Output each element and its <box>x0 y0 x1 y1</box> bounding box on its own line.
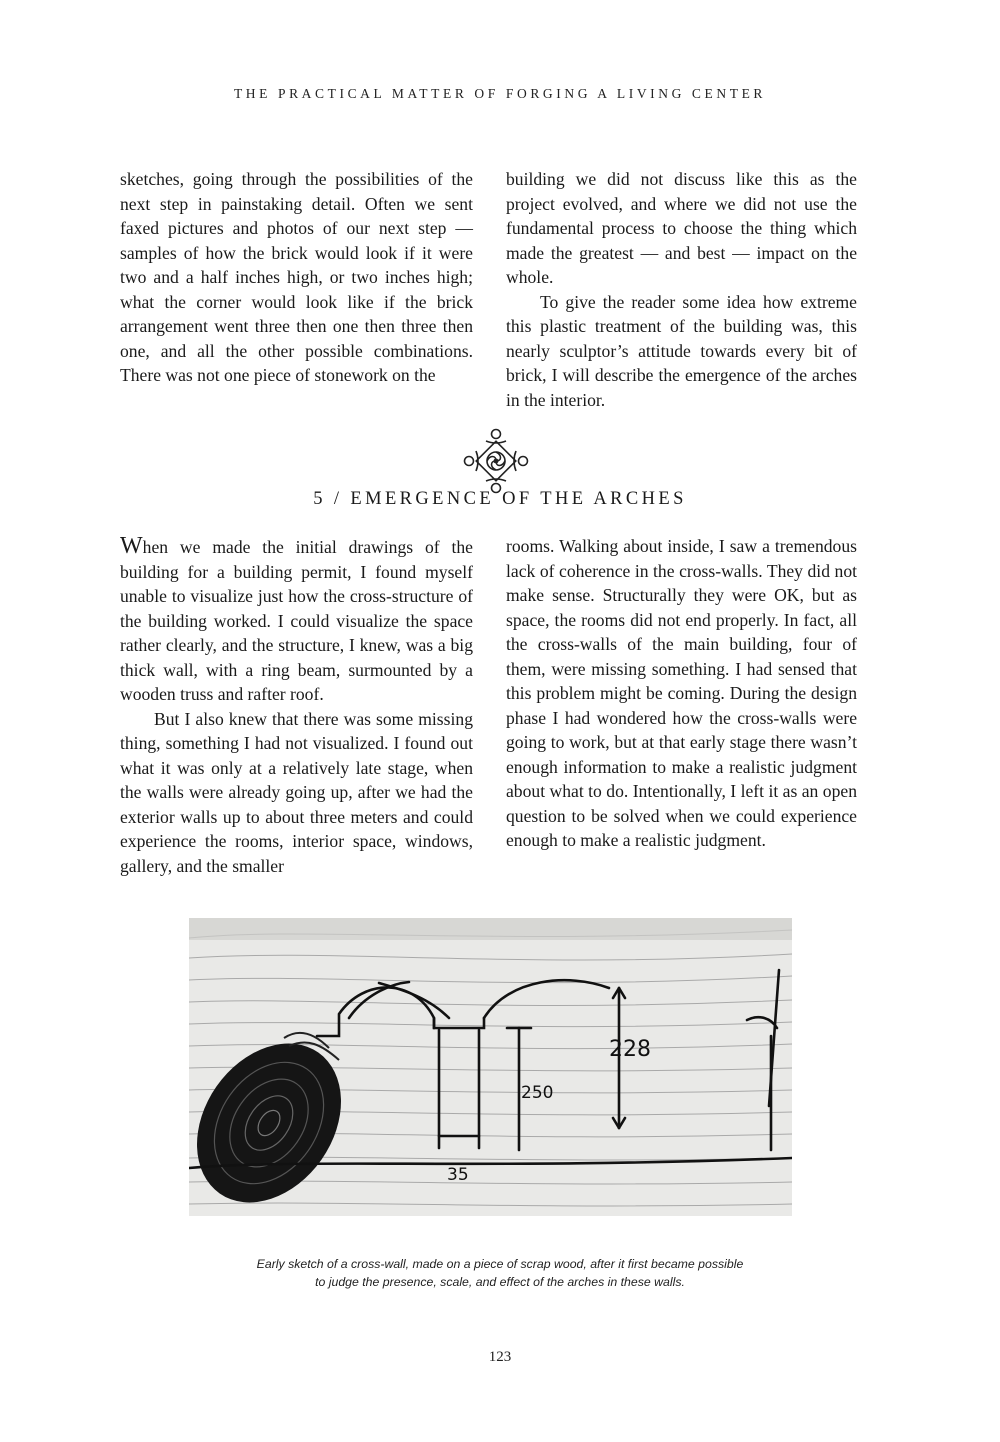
ornament-icon <box>462 427 530 495</box>
dimension-label: 250 <box>521 1083 554 1103</box>
paragraph-text: hen we made the initial drawings of the building for a building permit, I found myself unable to visualize just how the cross-structure of the building worked. I could visualize the space rather clearly, and the structure, I knew, was a big thick wall, with a ring beam, surmounted by a wooden truss and rafter roof. <box>120 537 473 704</box>
paragraph: To give the reader some idea how extreme this plastic treatment of the building was, this nearly sculptor’s attitude towards every bit of brick, I will describe the emergence of the arches in the interior. <box>506 291 857 410</box>
top-right-column <box>506 167 857 412</box>
drop-cap: W <box>120 533 143 559</box>
running-head: THE PRACTICAL MATTER OF FORGING A LIVING CENTER <box>233 86 767 101</box>
dimension-label: 228 <box>609 1037 651 1062</box>
caption-line: Early sketch of a cross-wall, made on a piece of scrap wood, after it first became possible <box>256 1257 744 1271</box>
page-number: 123 <box>488 1349 512 1365</box>
caption-line: to judge the presence, scale, and effect of the arches in these walls. <box>315 1275 685 1289</box>
sketch-figure <box>189 918 792 1216</box>
paragraph: rooms. Walking about inside, I saw a tremendous lack of coherence in the cross-walls. They did not make sense. Structurally they were OK, but as space, the rooms did not end properly. In fact, all the cross-walls of the main building, four of them, were missing something. I had sensed that this problem might be coming. During the design phase I had wondered how the cross-walls were going to work, but at that early stage there wasn’t enough information to make a realistic judgment about what to do. Intentionally, I left it as an open question to be solved when we could experience enough to make a realistic judgment. <box>506 536 857 850</box>
body-left-column <box>120 534 473 878</box>
paragraph: sketches, going through the possibilities of the next step in painstaking detail. Often we sent faxed pictures and photos of our next step — samples of how the brick would look if it were two and a half inches high, or two inches high; what the corner would look like if the brick arrangement went three then one then three then one, and all the other possible combinations. There was not one piece of stonework on the <box>120 169 473 385</box>
figure-caption <box>150 1255 850 1291</box>
section-title: 5 / EMERGENCE OF THE ARCHES <box>313 489 687 509</box>
paragraph: building we did not discuss like this as the project evolved, and where we did not use the fundamental process to choose the thing which made the greatest — and best — impact on the whole. <box>506 169 857 287</box>
paragraph <box>120 534 473 707</box>
body-right-column <box>506 534 857 853</box>
top-left-column <box>120 167 473 388</box>
dimension-label: 35 <box>447 1165 469 1185</box>
paragraph: But I also knew that there was some missing thing, something I had not visualized. I found out what it was only at a relatively late stage, when the walls were already going up, after we had the exterior walls up to about three meters and could experience the rooms, interior space, windows, gallery, and the smaller <box>120 708 473 876</box>
